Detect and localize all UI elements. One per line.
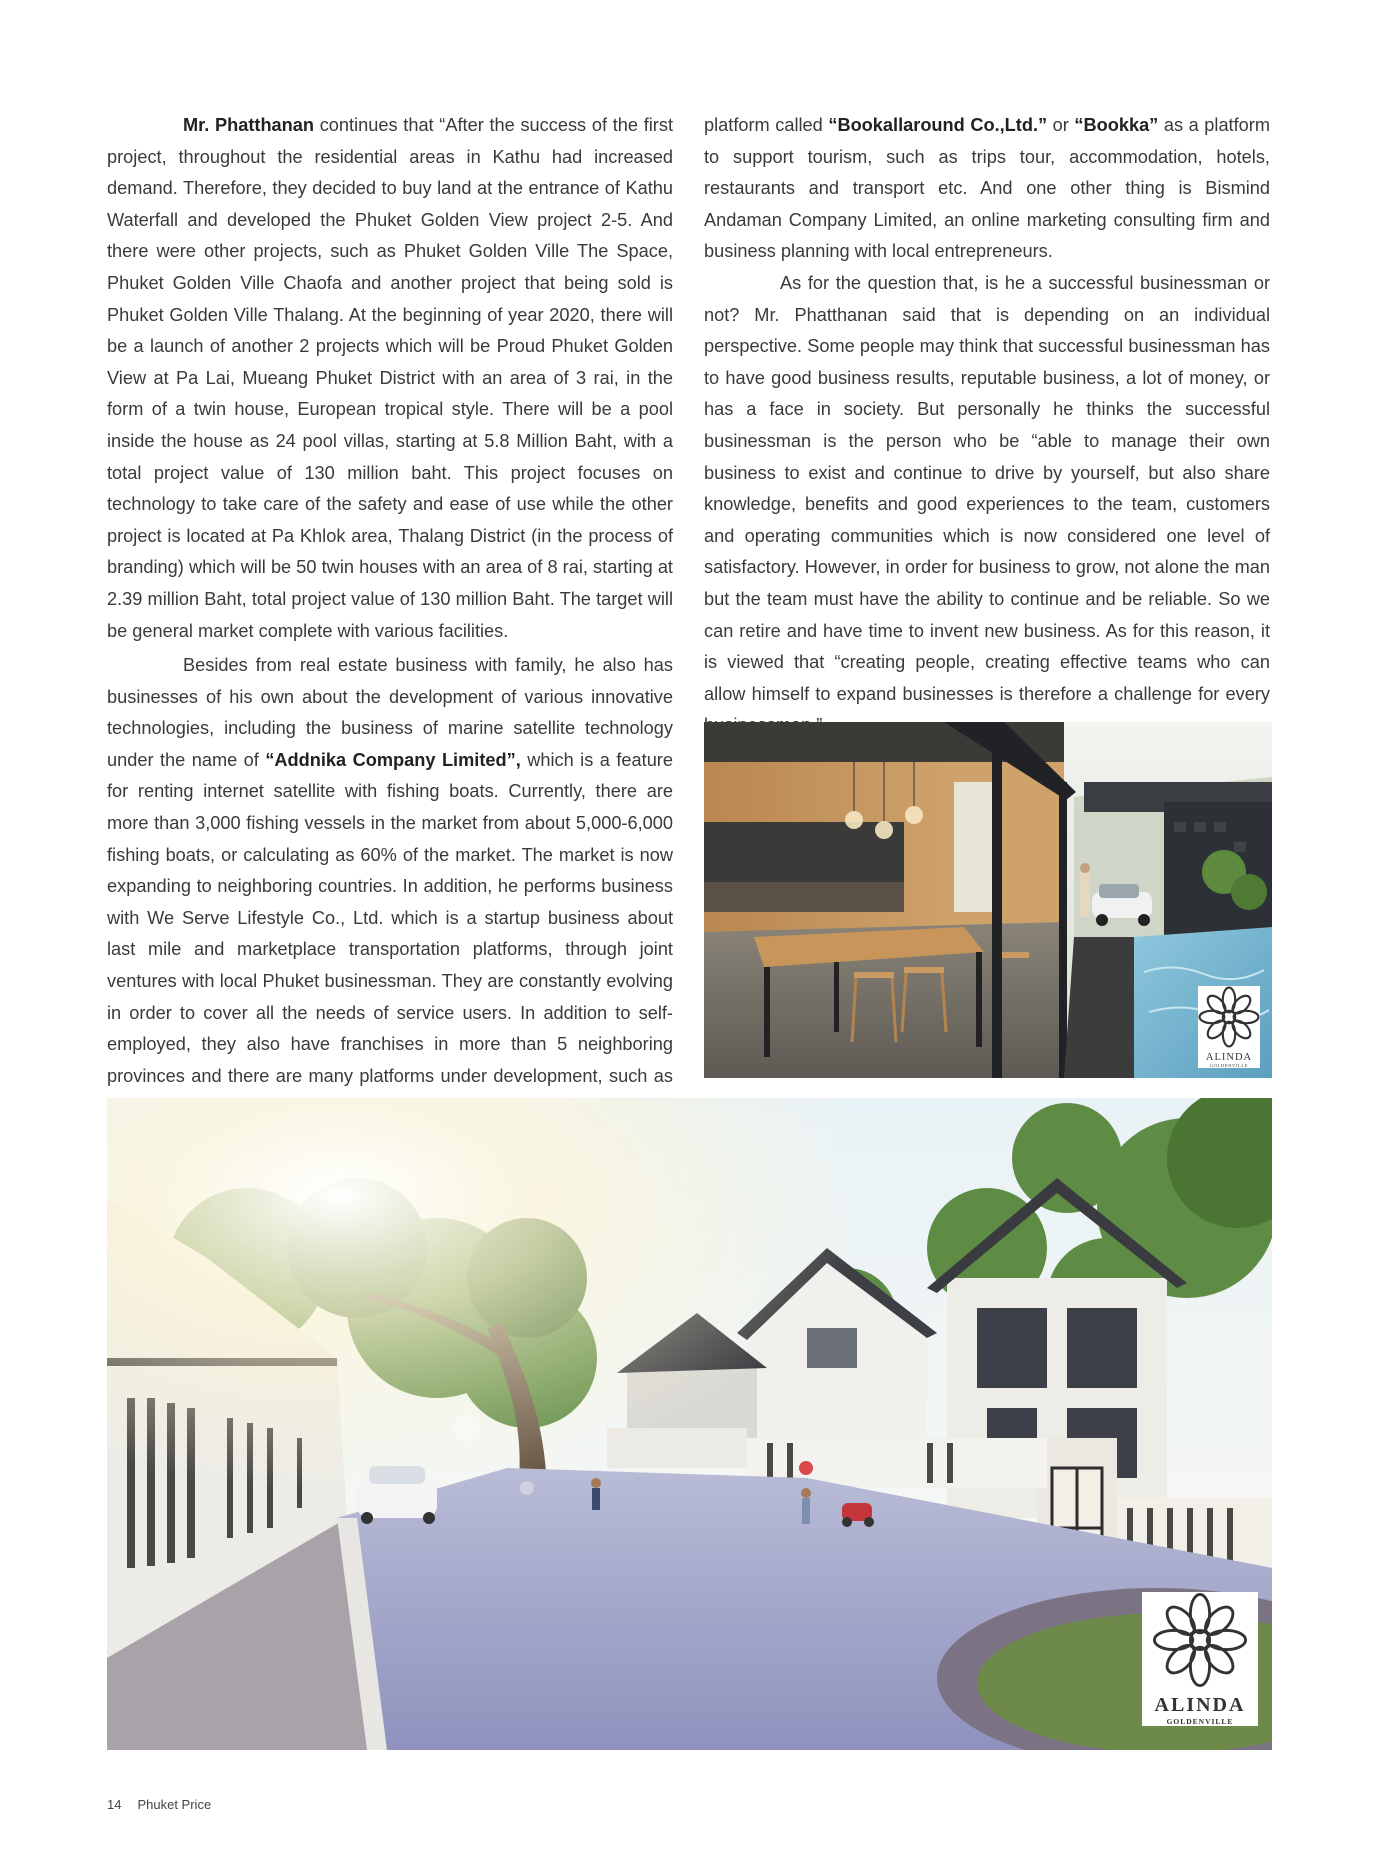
kitchen-pool-photo <box>704 722 1272 1078</box>
company-name: “Bookallaround Co.,Ltd.” <box>828 115 1048 135</box>
right-column <box>704 110 1270 742</box>
paragraph <box>704 110 1270 268</box>
page-footer <box>107 1797 211 1812</box>
alinda-logo <box>1142 1592 1258 1726</box>
left-column <box>107 110 673 1124</box>
person-name: Mr. Phatthanan <box>183 115 315 135</box>
paragraph-text: continues that “After the success of the first project, throughout the residential areas in Kathu had increased demand. Therefore, they decided to buy land at the entrance of Kathu Waterfall and developed the Phuket Golden View project 2-5. And there were other projects, such as Phuket Golden Ville The Space, Phuket Golden Ville Chaofa and another project that being sold is Phuket Golden Ville Thalang. At the beginning of year 2020, there will be a launch of another 2 projects which will be Proud Phuket Golden View at Pa Lai, Mueang Phuket District with an area of 3 rai, in the form of a twin house, European tropical style. There will be a pool inside the house as 24 pool villas, starting at 5.8 Million Baht, with a total project value of 130 million baht. This project focuses on technology to take care of the safety and ease of use while the other project is located at Pa Khlok area, Thalang District (in the process of branding) which will be 50 twin houses with an area of 8 rai, starting at 2.39 million Baht, total project value of 130 million Baht. The target will be general market complete with various facilities. <box>107 115 673 641</box>
company-name: “Addnika Company Limited”, <box>265 749 521 770</box>
company-name: “Bookka” <box>1074 115 1159 135</box>
paragraph-text: which is a feature for renting internet satellite with fishing boats. Currently, there are more than 3,000 fishing vessels in the market from about 5,000-6,000 fishing boats, or calculating as 60% of the market. The market is now expanding to neighboring countries. In addition, he performs business with We Serve Lifestyle Co., Ltd. which is a startup business about last mile and marketplace transportation platforms, through joint ventures with local Phuket businessman. They are constantly evolving in order to cover all the needs of service users. In addition to self-employed, they also have franchises in more than 5 neighboring provinces and there are many platforms under development, such as <box>107 749 673 1086</box>
paragraph <box>107 110 673 647</box>
paragraph-text: platform called <box>704 115 829 135</box>
flower-logo-icon <box>1198 986 1260 1048</box>
logo-subtitle: GOLDENVILLE <box>1209 1063 1249 1068</box>
flower-logo-icon <box>1142 1592 1258 1688</box>
paragraph: As for the question that, is he a successful businessman or not? Mr. Phatthanan said that is depending on an individual perspective. Some people may think that successful businessman has to have good business results, reputable business, a lot of money, or has a face in society. But personally he thinks the successful businessman is the person who be “able to manage their own business to exist and continue to drive by yourself, but also share knowledge, benefits and good experiences to the team, customers and operating communities which is now considered one level of satisfactory. However, in order for business to grow, not alone the man but the team must have the ability to continue and be reliable. So we can retire and have time to invent new business. As for this reason, it is viewed that “creating people, creating effective teams who can allow himself to expand businesses is therefore a challenge for every <box>704 272 1270 704</box>
paragraph-text: or <box>1047 115 1075 135</box>
paragraph-text: Besides from real estate business with family, he also has businesses of his own about the development of various innovative technologies, including the business of marine satellite technology under the name of <box>107 655 673 770</box>
alinda-logo <box>1198 986 1260 1068</box>
paragraph <box>107 650 673 1124</box>
logo-subtitle: GOLDENVILLE <box>1166 1717 1234 1726</box>
logo-name: ALINDA <box>1205 1052 1253 1063</box>
kitchen-pool-illustration <box>704 722 1272 1078</box>
street-illustration <box>107 1098 1272 1750</box>
logo-name: ALINDA <box>1154 1694 1246 1716</box>
street-houses-photo <box>107 1098 1272 1750</box>
paragraph-text: as a platform to support tourism, such as trips tour, accommodation, hotels, restaurants and transport etc. And one other thing is Bismind Andaman Company Limited, an online marketing consulting firm and business planning with local entrepreneurs. <box>704 115 1270 262</box>
publication-name: Phuket Price <box>137 1797 212 1812</box>
page-number: 14 <box>107 1797 122 1812</box>
